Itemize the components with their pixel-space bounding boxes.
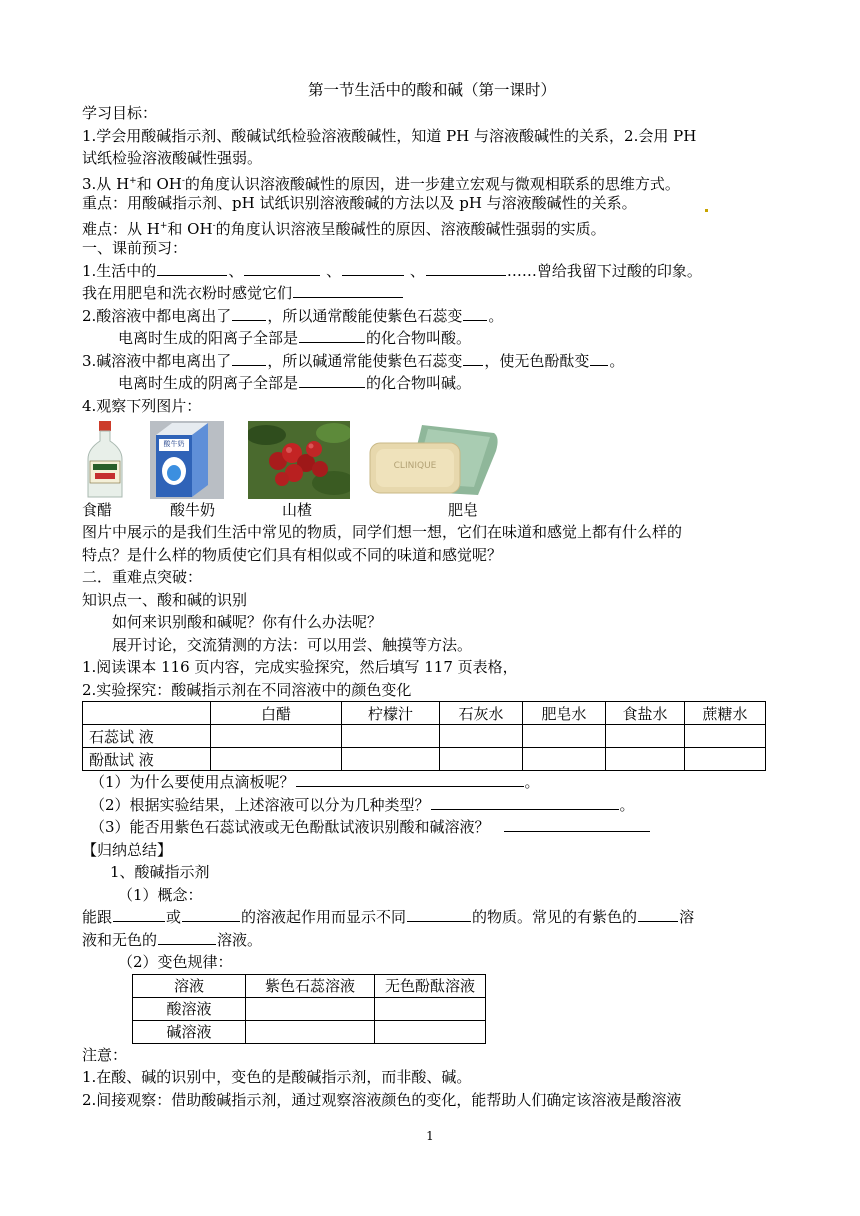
sq1-text: （1）为什么要使用点滴板呢？	[90, 773, 295, 791]
milk-carton-label: 酸牛奶	[163, 440, 185, 448]
q1-text: 1.生活中的	[82, 261, 157, 280]
concept-a: 能跟	[82, 908, 113, 926]
concept-d: 的物质。常见的有紫色的	[472, 908, 638, 926]
table-header: 石灰水	[440, 702, 523, 725]
q2-c: 。	[488, 306, 504, 325]
concept2-a: 液和无色的	[82, 930, 158, 949]
table-cell-input[interactable]	[342, 725, 440, 748]
q1-sep: 、	[321, 261, 342, 280]
table-cell-input[interactable]	[523, 748, 606, 771]
q1-sep: 、	[405, 261, 425, 280]
section-1-heading: 一、课前预习：	[82, 239, 188, 257]
table-header: 溶液	[133, 974, 246, 997]
blank-sq1[interactable]	[296, 772, 524, 787]
soap-image	[366, 421, 500, 499]
blank-1[interactable]	[157, 261, 227, 276]
color-change-table	[132, 974, 486, 1044]
table-cell-input[interactable]	[606, 748, 685, 771]
table-cell-input[interactable]	[440, 725, 523, 748]
caption-sour-milk: 酸牛奶	[170, 501, 216, 519]
soap-label: CLINIQUE	[393, 461, 437, 471]
blank-11[interactable]	[590, 351, 608, 366]
goal-3-c: 的角度认识溶液酸碱性的原因，进一步建立宏观与微观相联系的思维方式。	[184, 174, 680, 193]
sup-minus: -	[181, 175, 185, 186]
picture-captions	[82, 499, 782, 521]
sq3-text: （3）能否用紫色石蕊试液或无色酚酞试液识别酸和碱溶液？	[90, 818, 490, 836]
paragraph-line-1: 图片中展示的是我们生活中常见的物质，同学们想一想，它们在味道和感觉上都有什么样的	[82, 523, 683, 541]
goal-1-cont: 试纸检验溶液酸碱性强弱。	[82, 149, 263, 167]
note-2: 2.间接观察：借助酸碱指示剂，通过观察溶液颜色的变化，能帮助人们确定该溶液是酸溶液	[82, 1090, 682, 1109]
summary-item-1: 1、酸碱指示剂	[110, 863, 210, 881]
question-2	[82, 305, 782, 328]
blank-c5[interactable]	[158, 930, 216, 945]
table-row	[83, 725, 766, 748]
table-row	[133, 1020, 486, 1043]
blank-c2[interactable]	[182, 907, 240, 922]
blank-3[interactable]	[342, 261, 404, 276]
blank-sq2[interactable]	[431, 795, 619, 810]
table-cell-input[interactable]	[440, 748, 523, 771]
table-header: 肥皂水	[523, 702, 606, 725]
table-cell-input[interactable]	[523, 725, 606, 748]
concept-c: 的溶液起作用而显示不同	[241, 908, 407, 926]
blank-2[interactable]	[244, 261, 320, 276]
stray-mark	[705, 209, 708, 212]
blank-10[interactable]	[463, 351, 483, 366]
diff-b: 和 OH	[167, 219, 213, 238]
blank-7[interactable]	[463, 306, 487, 321]
q2-line2-a: 电离时生成的阳离子全部是	[118, 329, 299, 347]
concept-b: 或	[166, 908, 182, 926]
question-3-line-2	[82, 372, 782, 395]
table-header-row	[83, 702, 766, 725]
kp1-question: 如何来识别酸和碱呢？你有什么办法呢？	[112, 613, 383, 631]
table-row	[83, 748, 766, 771]
goal-1: 1.学会用酸碱指示剂、酸碱试纸检验溶液酸碱性，知道 PH 与溶液酸碱性的关系，2.会用 PH	[82, 126, 697, 145]
table-cell-input[interactable]	[685, 748, 766, 771]
sup-minus-2: -	[212, 220, 216, 231]
concept-e: 溶	[679, 908, 695, 926]
q1-sep: 、	[228, 261, 244, 280]
sq2-end: 。	[619, 795, 635, 814]
caption-soap: 肥皂	[448, 501, 479, 519]
key-point	[82, 192, 782, 215]
goal-3-b: 和 OH	[136, 174, 182, 193]
q3-c: ，使无色酚酞变	[484, 351, 590, 370]
table-cell-input[interactable]	[211, 748, 342, 771]
table-header: 柠檬汁	[342, 702, 440, 725]
subquestion-3	[82, 816, 782, 839]
blank-c4[interactable]	[638, 907, 678, 922]
question-2-line-2	[82, 327, 782, 350]
concept-line-2	[82, 929, 782, 952]
table-header: 无色酚酞溶液	[375, 974, 486, 997]
table-header	[83, 702, 211, 725]
page-title: 第一节生活中的酸和碱（第一课时）	[307, 81, 556, 99]
q2-line2-b: 的化合物叫酸。	[366, 329, 472, 347]
blank-c3[interactable]	[407, 907, 471, 922]
table-cell-input[interactable]	[375, 997, 486, 1020]
sup-plus: +	[129, 175, 137, 186]
blank-8[interactable]	[299, 328, 365, 343]
reading-task: 1.阅读课本 116 页内容，完成实验探究，然后填写 117 页表格，	[82, 658, 518, 676]
blank-sq3[interactable]	[504, 817, 650, 832]
question-3	[82, 350, 782, 373]
table-header: 紫色石蕊溶液	[246, 974, 375, 997]
picture-row	[82, 421, 782, 499]
q1-end: ……曾给我留下过酸的印象。	[506, 261, 702, 280]
table-cell-input[interactable]	[606, 725, 685, 748]
sour-milk-carton-image	[150, 421, 224, 499]
concept-line-1	[82, 906, 782, 929]
knowledge-point-1: 知识点一、酸和碱的识别	[82, 590, 248, 609]
blank-9[interactable]	[232, 351, 266, 366]
diff-c: 的角度认识溶液呈酸碱性的原因、溶液酸碱性强弱的实质。	[215, 219, 606, 238]
table-cell: 酚酞试 液	[83, 748, 211, 771]
indicator-table	[82, 701, 766, 771]
table-cell-input[interactable]	[342, 748, 440, 771]
sq2-text: （2）根据实验结果，上述溶液可以分为几种类型？	[90, 795, 430, 814]
page-number: 1	[426, 1129, 434, 1143]
section-2-heading: 二．重难点突破：	[82, 568, 203, 586]
question-1	[82, 260, 782, 283]
diff-a: 难点：从 H	[82, 219, 160, 238]
q3-a: 3.碱溶液中都电离出了	[82, 351, 232, 370]
goals-heading: 学习目标：	[82, 104, 158, 122]
table-cell-input[interactable]	[685, 725, 766, 748]
experiment-heading: 2.实验探究：酸碱指示剂在不同溶液中的颜色变化	[82, 680, 412, 699]
q3-line2-a: 电离时生成的阴离子全部是	[118, 374, 299, 392]
summary-item-1-1: （1）概念：	[118, 885, 203, 904]
blank-c1[interactable]	[113, 907, 165, 922]
table-header-row	[133, 974, 486, 997]
table-header: 白醋	[211, 702, 342, 725]
vinegar-bottle-image	[82, 421, 128, 499]
q1-line2-text: 我在用肥皂和洗衣粉时感觉它们	[82, 284, 293, 302]
blank-4[interactable]	[426, 261, 506, 276]
blank-12[interactable]	[299, 373, 365, 388]
table-cell-input[interactable]	[375, 1020, 486, 1043]
worksheet-page	[82, 78, 782, 1111]
summary-heading: 【归纳总结】	[82, 840, 173, 859]
difficult-point	[82, 215, 782, 238]
sup-plus-2: +	[159, 220, 168, 231]
table-cell: 碱溶液	[133, 1020, 246, 1043]
goal-3	[82, 170, 782, 193]
q2-b: ，所以通常酸能使紫色石蕊变	[267, 306, 463, 325]
q3-line2-b: 的化合物叫碱。	[366, 374, 472, 392]
subquestion-2	[82, 794, 782, 817]
table-cell: 酸溶液	[133, 997, 246, 1020]
table-cell: 石蕊试 液	[83, 725, 211, 748]
subquestion-1	[82, 771, 782, 794]
paragraph-line-2: 特点？是什么样的物质使它们具有相似或不同的味道和感觉呢？	[82, 545, 503, 564]
kp1-discussion: 展开讨论，交流猜测的方法：可以用尝、触摸等方法。	[112, 635, 473, 654]
table-row	[133, 997, 486, 1020]
concept2-b: 溶液。	[217, 930, 263, 949]
table-header: 食盐水	[606, 702, 685, 725]
goal-3-a: 3.从 H	[82, 174, 130, 193]
caption-hawthorn: 山楂	[282, 501, 313, 519]
q3-d: 。	[609, 351, 625, 370]
note-1: 1.在酸、碱的识别中，变色的是酸碱指示剂，而非酸、碱。	[82, 1068, 472, 1086]
sq1-end: 。	[524, 773, 540, 791]
hawthorn-image	[248, 421, 350, 499]
q2-a: 2.酸溶液中都电离出了	[82, 306, 232, 325]
blank-6[interactable]	[232, 306, 266, 321]
q3-b: ，所以碱通常能使紫色石蕊变	[267, 351, 463, 370]
caption-vinegar: 食醋	[82, 501, 113, 519]
table-header: 蔗糖水	[685, 702, 766, 725]
table-cell-input[interactable]	[246, 1020, 375, 1043]
question-1-line-2	[82, 282, 782, 305]
note-heading: 注意：	[82, 1045, 128, 1064]
summary-item-1-2: （2）变色规律：	[118, 953, 233, 971]
key-point-text: 重点：用酸碱指示剂、pH 试纸识别溶液酸碱的方法以及 pH 与溶液酸碱性的关系。	[82, 194, 637, 212]
question-4: 4.观察下列图片：	[82, 396, 202, 415]
blank-5[interactable]	[293, 283, 403, 298]
table-cell-input[interactable]	[246, 997, 375, 1020]
table-cell-input[interactable]	[211, 725, 342, 748]
